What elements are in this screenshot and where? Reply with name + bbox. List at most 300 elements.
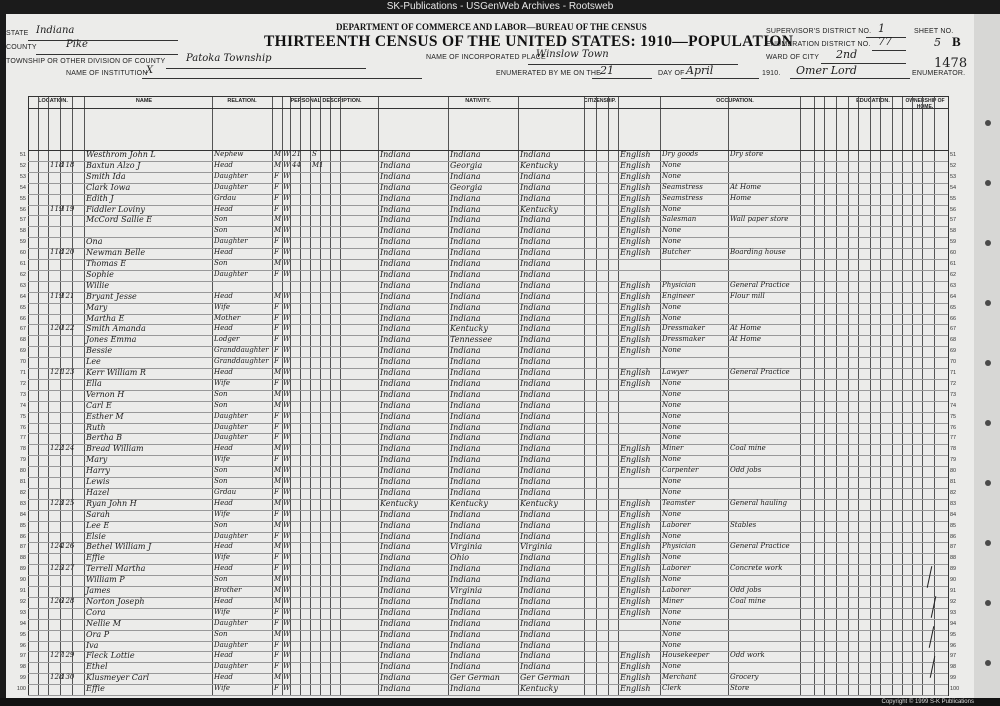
- mother-birthplace-cell: Indiana: [520, 487, 551, 497]
- language-cell: English: [620, 586, 651, 595]
- father-birthplace-cell: Indiana: [450, 422, 481, 432]
- relation-cell: Head: [214, 204, 233, 213]
- mother-birthplace-cell: Indiana: [520, 411, 551, 421]
- relation-cell: Son: [214, 466, 228, 475]
- line-number: 100: [16, 686, 26, 693]
- race-cell: W: [283, 509, 291, 518]
- sex-cell: M: [274, 150, 282, 158]
- line-number-right: 55: [950, 195, 957, 202]
- sex-cell: F: [274, 607, 279, 616]
- family-number: 120: [61, 248, 75, 257]
- occupation-cell: None: [662, 662, 681, 671]
- race-cell: W: [283, 684, 291, 693]
- line-number: 70: [19, 359, 26, 366]
- language-cell: English: [620, 596, 651, 606]
- relation-cell: Son: [214, 520, 228, 529]
- language-cell: English: [620, 673, 651, 683]
- column-rule: [28, 96, 29, 696]
- occupation-cell: Miner: [662, 444, 684, 453]
- binding-hole: [985, 600, 991, 606]
- relation-cell: Head: [214, 324, 233, 333]
- column-rule: [60, 96, 61, 696]
- occupation-cell: Clerk: [662, 684, 682, 693]
- occupation-cell: Seamstress: [662, 193, 703, 202]
- column-rule: [814, 96, 815, 696]
- sex-cell: F: [274, 171, 279, 180]
- header-rule: [28, 108, 948, 109]
- line-number: 64: [19, 293, 26, 300]
- row-rule: [28, 695, 948, 696]
- mother-birthplace-cell: Indiana: [520, 182, 551, 192]
- line-number-right: 98: [950, 664, 957, 671]
- county-underline: [36, 54, 178, 55]
- dwelling-number: 122: [50, 444, 64, 453]
- line-number-right: 83: [950, 500, 957, 507]
- relation-cell: Wife: [214, 378, 231, 387]
- column-rule: [212, 96, 213, 696]
- occupation-cell: None: [662, 226, 681, 235]
- relation-cell: Wife: [214, 607, 231, 616]
- line-number: 82: [19, 489, 26, 496]
- person-name: Cora: [86, 607, 106, 617]
- sex-cell: M: [274, 575, 282, 584]
- industry-cell: Store: [730, 684, 750, 693]
- line-number: 89: [19, 566, 26, 573]
- line-number-right: 56: [950, 206, 957, 213]
- birthplace-cell: Indiana: [380, 226, 411, 236]
- line-number: 98: [19, 664, 26, 671]
- line-number: 77: [19, 435, 26, 442]
- person-name: Westhrom John L: [86, 150, 156, 159]
- relation-cell: Son: [214, 400, 228, 409]
- row-rule: [28, 270, 948, 271]
- occupation-cell: Engineer: [662, 291, 695, 300]
- relation-cell: Head: [214, 291, 233, 300]
- industry-cell: Concrete work: [730, 564, 783, 573]
- father-birthplace-cell: Indiana: [450, 433, 481, 443]
- row-rule: [28, 586, 948, 587]
- township-value: Patoka Township: [186, 53, 272, 64]
- row-rule: [28, 172, 948, 173]
- person-name: William P: [86, 575, 125, 585]
- enumerator-label: ENUMERATOR.: [912, 70, 966, 77]
- township-underline: [166, 68, 366, 69]
- sex-cell: F: [274, 248, 279, 257]
- line-number: 58: [19, 228, 26, 235]
- father-birthplace-cell: Georgia: [450, 160, 483, 170]
- line-number: 85: [19, 522, 26, 529]
- birthplace-cell: Indiana: [380, 596, 411, 606]
- birthplace-cell: Indiana: [380, 607, 411, 617]
- dwelling-number: 125: [50, 564, 64, 573]
- dwelling-number: 119: [50, 291, 64, 300]
- row-rule: [28, 215, 948, 216]
- race-cell: W: [283, 640, 291, 649]
- father-birthplace-cell: Indiana: [450, 618, 481, 628]
- relation-cell: Head: [214, 444, 233, 453]
- mother-birthplace-cell: Indiana: [520, 291, 551, 301]
- mother-birthplace-cell: Indiana: [520, 193, 551, 203]
- marital-status-cell: M1: [312, 160, 324, 169]
- department-heading: DEPARTMENT OF COMMERCE AND LABOR—BUREAU OF THE CENSUS: [336, 22, 647, 32]
- family-number: 127: [61, 564, 75, 573]
- row-rule: [28, 183, 948, 184]
- column-rule: [320, 96, 321, 696]
- line-number-right: 69: [950, 348, 957, 355]
- sex-cell: M: [274, 477, 282, 485]
- line-number-right: 90: [950, 577, 957, 584]
- family-number: 118: [61, 160, 75, 169]
- row-rule: [28, 401, 948, 402]
- family-number: 130: [61, 673, 75, 682]
- column-rule: [848, 96, 849, 696]
- line-number-right: 63: [950, 282, 957, 289]
- line-number-right: 74: [950, 402, 957, 409]
- race-cell: W: [283, 618, 291, 627]
- mother-birthplace-cell: Indiana: [520, 466, 551, 476]
- archive-banner: SK-Publications - USGenWeb Archives - Rootsweb: [0, 0, 1000, 14]
- relation-cell: Daughter: [214, 618, 248, 627]
- line-number: 75: [19, 413, 26, 420]
- sex-cell: F: [274, 346, 279, 355]
- header-rule: [28, 96, 948, 97]
- column-rule: [836, 96, 837, 696]
- birthplace-cell: Indiana: [380, 662, 411, 672]
- relation-cell: Daughter: [214, 237, 248, 246]
- line-number: 67: [19, 326, 26, 333]
- person-name: Ethel: [86, 662, 108, 672]
- relation-cell: Daughter: [214, 433, 248, 442]
- section-education: EDUCATION.: [856, 98, 890, 104]
- father-birthplace-cell: Indiana: [450, 640, 481, 650]
- person-name: Iva: [86, 640, 99, 650]
- person-name: Edith J: [86, 193, 114, 203]
- sex-cell: F: [274, 204, 279, 213]
- language-cell: English: [620, 280, 651, 290]
- race-cell: W: [283, 466, 291, 475]
- family-number: 124: [61, 444, 75, 453]
- father-birthplace-cell: Indiana: [450, 313, 481, 323]
- stamp-number: 1478: [934, 56, 968, 71]
- occupation-cell: Dry goods: [662, 150, 699, 158]
- race-cell: W: [283, 673, 291, 682]
- sex-cell: M: [274, 596, 282, 605]
- industry-cell: Odd jobs: [730, 586, 762, 594]
- language-cell: English: [620, 193, 651, 203]
- line-number-right: 73: [950, 391, 957, 398]
- industry-cell: Odd work: [730, 651, 765, 660]
- birthplace-cell: Indiana: [380, 378, 411, 388]
- occupation-cell: None: [662, 618, 681, 627]
- language-cell: English: [620, 182, 651, 192]
- race-cell: W: [283, 662, 291, 671]
- line-number: 87: [19, 544, 26, 551]
- sex-cell: M: [274, 291, 282, 300]
- person-name: Willie: [86, 280, 110, 290]
- race-cell: W: [283, 302, 291, 311]
- relation-cell: Wife: [214, 302, 231, 311]
- row-rule: [28, 619, 948, 620]
- mother-birthplace-cell: Kentucky: [520, 160, 558, 170]
- line-number-right: 75: [950, 413, 957, 420]
- dwelling-number: 124: [50, 542, 64, 551]
- mother-birthplace-cell: Indiana: [520, 400, 551, 410]
- sex-cell: F: [274, 378, 279, 387]
- mother-birthplace-cell: Indiana: [520, 564, 551, 574]
- relation-cell: Son: [214, 477, 228, 485]
- industry-cell: General Practice: [730, 368, 790, 376]
- line-number: 73: [19, 391, 26, 398]
- supervisor-value: 1: [878, 22, 885, 35]
- language-cell: English: [620, 498, 651, 508]
- column-rule: [584, 96, 585, 696]
- birthplace-cell: Indiana: [380, 455, 411, 465]
- day-underline: [592, 78, 652, 79]
- line-number-right: 81: [950, 479, 957, 485]
- family-number: 126: [61, 542, 75, 551]
- mother-birthplace-cell: Indiana: [520, 531, 551, 541]
- relation-cell: Granddaughter: [214, 346, 269, 355]
- column-rule: [912, 96, 913, 696]
- line-number: 59: [19, 239, 26, 246]
- person-name: Bread William: [86, 444, 144, 454]
- birthplace-cell: Indiana: [380, 411, 411, 421]
- birthplace-cell: Indiana: [380, 575, 411, 585]
- relation-cell: Nephew: [214, 150, 244, 158]
- race-cell: W: [283, 575, 291, 584]
- relation-cell: Wife: [214, 509, 231, 518]
- line-number: 54: [19, 184, 26, 191]
- person-name: Harry: [86, 466, 110, 476]
- occupation-cell: None: [662, 575, 681, 584]
- institution-value: X: [146, 65, 154, 76]
- relation-cell: Son: [214, 226, 228, 235]
- occupation-cell: None: [662, 171, 681, 180]
- father-birthplace-cell: Ohio: [450, 553, 470, 563]
- relation-cell: Daughter: [214, 182, 248, 191]
- race-cell: W: [283, 368, 291, 376]
- line-number-right: 99: [950, 675, 957, 682]
- row-rule: [28, 259, 948, 260]
- binding-hole: [985, 360, 991, 366]
- row-rule: [28, 532, 948, 533]
- person-name: Ella: [86, 378, 102, 388]
- mother-birthplace-cell: Indiana: [520, 509, 551, 519]
- birthplace-cell: Indiana: [380, 531, 411, 541]
- birthplace-cell: Kentucky: [380, 498, 418, 508]
- person-name: Klusmeyer Carl: [86, 673, 150, 683]
- column-rule: [660, 96, 661, 696]
- mother-birthplace-cell: Indiana: [520, 444, 551, 454]
- father-birthplace-cell: Indiana: [450, 444, 481, 454]
- father-birthplace-cell: Indiana: [450, 302, 481, 312]
- father-birthplace-cell: Indiana: [450, 411, 481, 421]
- mother-birthplace-cell: Indiana: [520, 455, 551, 465]
- line-number-right: 97: [950, 653, 957, 660]
- row-rule: [28, 466, 948, 467]
- line-number: 51: [19, 152, 26, 158]
- row-rule: [28, 433, 948, 434]
- line-number-right: 93: [950, 609, 957, 616]
- row-rule: [28, 477, 948, 478]
- race-cell: W: [283, 259, 291, 267]
- person-name: Sarah: [86, 509, 110, 519]
- column-rule: [272, 96, 273, 696]
- sex-cell: F: [274, 553, 279, 562]
- language-cell: English: [620, 204, 651, 214]
- mother-birthplace-cell: Indiana: [520, 586, 551, 595]
- section-ownership: OWNERSHIP OF HOME.: [905, 98, 945, 110]
- father-birthplace-cell: Indiana: [450, 280, 481, 290]
- race-cell: W: [283, 411, 291, 420]
- race-cell: W: [283, 433, 291, 442]
- enumerated-month: April: [686, 64, 714, 77]
- industry-cell: At Home: [730, 335, 762, 344]
- mother-birthplace-cell: Indiana: [520, 422, 551, 432]
- relation-cell: Son: [214, 389, 228, 398]
- line-number: 99: [19, 675, 26, 682]
- sex-cell: M: [274, 368, 282, 376]
- line-number-right: 64: [950, 293, 957, 300]
- birthplace-cell: Indiana: [380, 259, 411, 268]
- relation-cell: Daughter: [214, 662, 248, 671]
- row-rule: [28, 357, 948, 358]
- sex-cell: F: [274, 651, 279, 660]
- row-rule: [28, 641, 948, 642]
- mother-birthplace-cell: Kentucky: [520, 684, 558, 694]
- occupation-cell: None: [662, 509, 681, 518]
- row-rule: [28, 324, 948, 325]
- birthplace-cell: Indiana: [380, 346, 411, 356]
- race-cell: W: [283, 531, 291, 540]
- birthplace-cell: Indiana: [380, 629, 411, 639]
- mother-birthplace-cell: Indiana: [520, 389, 551, 399]
- row-rule: [28, 194, 948, 195]
- sex-cell: M: [274, 498, 282, 507]
- mother-birthplace-cell: Kentucky: [520, 498, 558, 508]
- line-number: 74: [19, 402, 26, 409]
- race-cell: W: [283, 269, 291, 278]
- relation-cell: Daughter: [214, 422, 248, 431]
- father-birthplace-cell: Indiana: [450, 237, 481, 247]
- mother-birthplace-cell: Virginia: [520, 542, 553, 552]
- language-cell: English: [620, 684, 651, 694]
- person-name: Baxtun Alzo J: [86, 160, 141, 170]
- person-name: Ona: [86, 237, 103, 247]
- mother-birthplace-cell: Indiana: [520, 662, 551, 672]
- birthplace-cell: Indiana: [380, 237, 411, 247]
- father-birthplace-cell: Kentucky: [450, 324, 488, 334]
- state-label: STATE: [6, 30, 29, 37]
- relation-cell: Head: [214, 160, 233, 169]
- sex-cell: F: [274, 455, 279, 464]
- relation-cell: Son: [214, 259, 228, 267]
- line-number-right: 58: [950, 228, 957, 235]
- language-cell: English: [620, 313, 651, 323]
- language-cell: English: [620, 226, 651, 236]
- mother-birthplace-cell: Kentucky: [520, 204, 558, 214]
- occupation-cell: Laborer: [662, 520, 691, 529]
- bottom-bar: [0, 698, 1000, 706]
- language-cell: English: [620, 575, 651, 585]
- mother-birthplace-cell: Indiana: [520, 313, 551, 323]
- line-number-right: 89: [950, 566, 957, 573]
- language-cell: English: [620, 509, 651, 519]
- occupation-cell: Salesman: [662, 215, 697, 224]
- row-rule: [28, 662, 948, 663]
- father-birthplace-cell: Indiana: [450, 378, 481, 388]
- section-citizenship: CITIZENSHIP.: [584, 98, 616, 104]
- sex-cell: M: [274, 466, 282, 475]
- row-rule: [28, 630, 948, 631]
- father-birthplace-cell: Indiana: [450, 466, 481, 476]
- father-birthplace-cell: Indiana: [450, 171, 481, 181]
- line-number: 79: [19, 457, 26, 464]
- birthplace-cell: Indiana: [380, 291, 411, 301]
- line-number-right: 87: [950, 544, 957, 551]
- row-rule: [28, 608, 948, 609]
- mother-birthplace-cell: Indiana: [520, 302, 551, 312]
- language-cell: English: [620, 291, 651, 301]
- industry-cell: General Practice: [730, 542, 790, 551]
- section-occupation: OCCUPATION.: [716, 98, 754, 104]
- birthplace-cell: Indiana: [380, 487, 411, 497]
- occupation-cell: Miner: [662, 596, 684, 605]
- row-rule: [28, 564, 948, 565]
- relation-cell: Son: [214, 575, 228, 584]
- column-rule: [728, 96, 729, 696]
- industry-cell: Boarding house: [730, 248, 786, 257]
- race-cell: W: [283, 596, 291, 605]
- occupation-cell: None: [662, 400, 681, 409]
- race-cell: W: [283, 215, 291, 224]
- supervisor-label: SUPERVISOR'S DISTRICT NO.: [766, 28, 872, 35]
- birthplace-cell: Indiana: [380, 280, 411, 290]
- line-number-right: 86: [950, 533, 957, 540]
- column-rule: [922, 96, 923, 696]
- line-number: 81: [19, 479, 26, 485]
- person-name: Sophie: [86, 269, 114, 279]
- sex-cell: F: [274, 357, 279, 366]
- column-rule: [518, 96, 519, 696]
- line-number-right: 84: [950, 511, 957, 518]
- line-number: 53: [19, 173, 26, 180]
- row-rule: [28, 226, 948, 227]
- line-number-right: 53: [950, 173, 957, 180]
- birthplace-cell: Indiana: [380, 269, 411, 279]
- state-underline: [28, 40, 178, 41]
- mother-birthplace-cell: Indiana: [520, 575, 551, 585]
- sex-cell: M: [274, 542, 282, 551]
- relation-cell: Daughter: [214, 640, 248, 649]
- section-personal: PERSONAL DESCRIPTION.: [290, 98, 362, 104]
- language-cell: English: [620, 378, 651, 388]
- enumeration-underline: [872, 50, 906, 51]
- industry-cell: Wall paper store: [730, 215, 789, 224]
- person-name: Ruth: [86, 422, 106, 432]
- line-number: 94: [19, 620, 26, 627]
- mother-birthplace-cell: Indiana: [520, 324, 551, 334]
- father-birthplace-cell: Ger German: [450, 673, 500, 683]
- line-number-right: 61: [950, 261, 957, 267]
- row-rule: [28, 161, 948, 162]
- occupation-cell: Carpenter: [662, 466, 699, 475]
- sex-cell: F: [274, 182, 279, 191]
- occupation-cell: Dressmaker: [662, 324, 705, 333]
- father-birthplace-cell: Indiana: [450, 564, 481, 574]
- line-number: 57: [19, 217, 26, 224]
- line-number: 90: [19, 577, 26, 584]
